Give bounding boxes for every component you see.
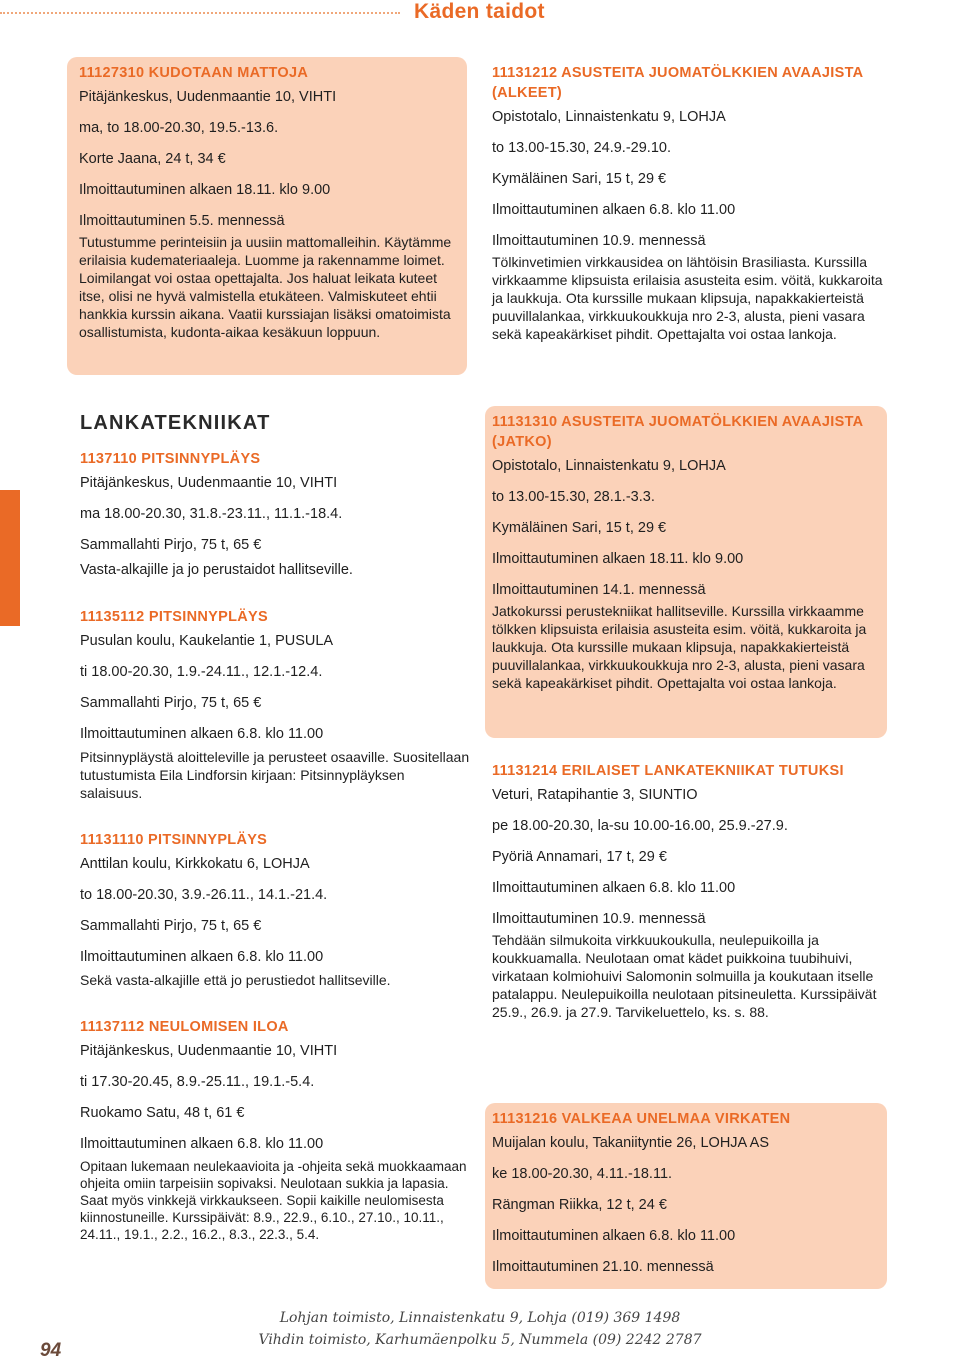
course-time: ma, to 18.00-20.30, 19.5.-13.6. <box>79 120 279 136</box>
course-registration-start: Ilmoittautuminen alkaen 6.8. klo 11.00 <box>492 880 736 896</box>
page-header <box>0 0 960 30</box>
course-registration-end: Ilmoittautuminen 14.1. mennessä <box>492 582 706 598</box>
course-time: ti 18.00-20.30, 1.9.-24.11., 12.1.-12.4. <box>80 664 323 680</box>
course-title: 11135112 PITSINNYPLÄYS <box>80 609 268 625</box>
course-title: 11131214 ERILAISET LANKATEKNIIKAT TUTUKSI <box>492 763 844 779</box>
course-registration-start: Ilmoittautuminen alkaen 18.11. klo 9.00 <box>79 182 331 198</box>
course-description: Tutustumme perinteisiin ja uusiin mattomalleihin. Käytämme erilaisia kudemateriaaleja. Luomme ja rakennamme loimet. Loimilangat voi ostaa opettajalta. Jos haluat leikata kuteet itse, olisi ne hyvä valmistella etukäteen. Valmiskuteet ehtii hankkia kurssin aikana. Vaatii kurssiajan lisäksi omatoimista osallistumista, kudonta-aikaa kesäkuun loppuun. <box>79 234 452 340</box>
course-time: to 13.00-15.30, 24.9.-29.10. <box>492 140 671 156</box>
course-place: Pitäjänkeskus, Uudenmaantie 10, VIHTI <box>80 475 338 491</box>
course-registration-start: Ilmoittautuminen alkaen 6.8. klo 11.00 <box>80 1136 324 1152</box>
course-description: Jatkokurssi perustekniikat hallitseville. Kurssilla virkkaamme tölkken klipsuista erilaisia asusteita esim. vöitä, kukkaroita ja laukkuja. Ota kurssille mukaan klipsuja, napakkakierteistä puuvillalankaa, virkkuukoukkuja nro 2-3, alusta, pieni vasara sekä kapeakärkiset pihdit. Opettajalta voi ostaa lankoja. <box>492 603 867 691</box>
course-time: pe 18.00-20.30, la-su 10.00-16.00, 25.9.-27.9. <box>492 818 788 834</box>
course-time: ma 18.00-20.30, 31.8.-23.11., 11.1.-18.4. <box>80 506 343 522</box>
course-teacher: Ruokamo Satu, 48 t, 61 € <box>80 1105 245 1121</box>
header-dotted-line <box>0 12 400 14</box>
course-teacher: Rängman Riikka, 12 t, 24 € <box>492 1197 667 1213</box>
course-teacher: Sammallahti Pirjo, 75 t, 65 € <box>80 537 262 553</box>
course-11137112 <box>80 1017 470 1243</box>
course-box-11131216 <box>485 1103 887 1289</box>
course-teacher: Sammallahti Pirjo, 75 t, 65 € <box>80 695 262 711</box>
course-title: 11131110 PITSINNYPLÄYS <box>80 832 268 848</box>
side-color-tab <box>0 490 20 626</box>
course-title: 11131216 VALKEAA UNELMAA VIRKATEN <box>492 1111 791 1127</box>
course-11131110 <box>80 830 470 989</box>
course-registration-end: Ilmoittautuminen 10.9. mennessä <box>492 911 706 927</box>
course-time: ke 18.00-20.30, 4.11.-18.11. <box>492 1166 673 1182</box>
course-place: Opistotalo, Linnaistenkatu 9, LOHJA <box>492 458 726 474</box>
course-11131214 <box>492 761 888 1021</box>
course-11131212 <box>492 63 888 343</box>
course-teacher: Sammallahti Pirjo, 75 t, 65 € <box>80 918 262 934</box>
course-title: 11127310 KUDOTAAN MATTOJA <box>79 65 309 81</box>
course-box-kudotaan-mattoja <box>67 57 467 375</box>
course-title: 11137112 NEULOMISEN ILOA <box>80 1019 289 1035</box>
course-description: Vasta-alkajille ja jo perustaidot hallitseville. <box>80 562 353 578</box>
course-place: Muijalan koulu, Takaniityntie 26, LOHJA AS <box>492 1135 770 1151</box>
course-registration-start: Ilmoittautuminen alkaen 6.8. klo 11.00 <box>492 1228 736 1244</box>
course-description: Pitsinnypläystä aloitteleville ja perusteet osaaville. Suositellaan tutustumista Eila Lindforsin kirjaan: Pitsinnypläyksen salaisuus. <box>80 749 470 801</box>
course-place: Pusulan koulu, Kaukelantie 1, PUSULA <box>80 633 334 649</box>
section-header-title: Käden taidot <box>414 0 545 23</box>
course-title: 1137110 PITSINNYPLÄYS <box>80 451 261 467</box>
course-time: to 18.00-20.30, 3.9.-26.11., 14.1.-21.4. <box>80 887 328 903</box>
footer-office-lohja: Lohjan toimisto, Linnaistenkatu 9, Lohja (019) 369 1498 <box>279 1310 681 1326</box>
course-description: Tehdään silmukoita virkkuukoukulla, neulepuikoilla ja koukkuamalla. Neulotaan omat kädet puikkoina tuubihuivi, virkataan kolmiohuivi Salomonin solmuilla ja koukutaan itselle patalappu. Neulepuikoilla neulotaan pitsineuletta. Kurssipäivät 25.9., 26.9. ja 27.9. Tarvikeluettelo, ks. s. 88. <box>492 932 877 1020</box>
course-1137110 <box>80 449 470 579</box>
course-teacher: Kymäläinen Sari, 15 t, 29 € <box>492 171 667 187</box>
course-time: ti 17.30-20.45, 8.9.-25.11., 19.1.-5.4. <box>80 1074 315 1090</box>
course-teacher: Korte Jaana, 24 t, 34 € <box>79 151 226 167</box>
course-place: Opistotalo, Linnaistenkatu 9, LOHJA <box>492 109 726 125</box>
course-box-11131310 <box>485 406 887 738</box>
course-place: Anttilan koulu, Kirkkokatu 6, LOHJA <box>80 856 310 872</box>
course-registration-start: Ilmoittautuminen alkaen 6.8. klo 11.00 <box>492 202 736 218</box>
course-registration-end: Ilmoittautuminen 5.5. mennessä <box>79 213 285 229</box>
course-11135112 <box>80 607 470 802</box>
page-number: 94 <box>40 1340 62 1361</box>
course-registration-end: Ilmoittautuminen 10.9. mennessä <box>492 233 706 249</box>
course-title: 11131310 ASUSTEITA JUOMATÖLKKIEN AVAAJISTA (JATKO) <box>492 414 863 450</box>
section-title-lankatekniikat: LANKATEKNIIKAT <box>80 412 271 434</box>
course-title: 11131212 ASUSTEITA JUOMATÖLKKIEN AVAAJISTA (ALKEET) <box>492 65 863 101</box>
course-place: Pitäjänkeskus, Uudenmaantie 10, VIHTI <box>80 1043 338 1059</box>
course-teacher: Kymäläinen Sari, 15 t, 29 € <box>492 520 667 536</box>
course-description: Tölkinvetimien virkkausidea on lähtöisin Brasiliasta. Kurssilla virkkaamme klipsuista erilaisia asusteita esim. vöitä, kukkaroita ja laukkuja. Ota kurssille mukaan klipsuja, napakkakierteistä puuvillalankaa, virkkuukoukkuja nro 2-3, alusta, pieni vasara sekä kapeakärkiset pihdit. Opettajalta voi ostaa lankoja. <box>492 254 883 342</box>
course-place: Veturi, Ratapihantie 3, SIUNTIO <box>492 787 698 803</box>
course-description: Opitaan lukemaan neulekaavioita ja -ohjeita sekä muokkaamaan ohjeita omiin tarpeisiin sopivaksi. Neulotaan sukkia ja lapasia. Saat myös vinkkejä virkkaukseen. Sopii kaikille neulomisesta kiinnostuneille. Kurssipäivät: 8.9., 22.9., 6.10., 27.10., 10.11., 24.11., 19.1., 2.2., 16.2., 8.3., 22.3., 5.4. <box>80 1159 467 1242</box>
course-description: Sekä vasta-alkajille että jo perustiedot hallitseville. <box>80 972 391 988</box>
course-place: Pitäjänkeskus, Uudenmaantie 10, VIHTI <box>79 89 337 105</box>
course-registration-start: Ilmoittautuminen alkaen 6.8. klo 11.00 <box>80 949 324 965</box>
course-registration-start: Ilmoittautuminen alkaen 18.11. klo 9.00 <box>492 551 744 567</box>
course-time: to 13.00-15.30, 28.1.-3.3. <box>492 489 655 505</box>
course-registration-start: Ilmoittautuminen alkaen 6.8. klo 11.00 <box>80 726 324 742</box>
page-footer <box>240 1307 720 1351</box>
course-teacher: Pyöriä Annamari, 17 t, 29 € <box>492 849 667 865</box>
footer-office-vihti: Vihdin toimisto, Karhumäenpolku 5, Nummela (09) 2242 2787 <box>258 1332 702 1348</box>
course-registration-end: Ilmoittautuminen 21.10. mennessä <box>492 1259 714 1275</box>
